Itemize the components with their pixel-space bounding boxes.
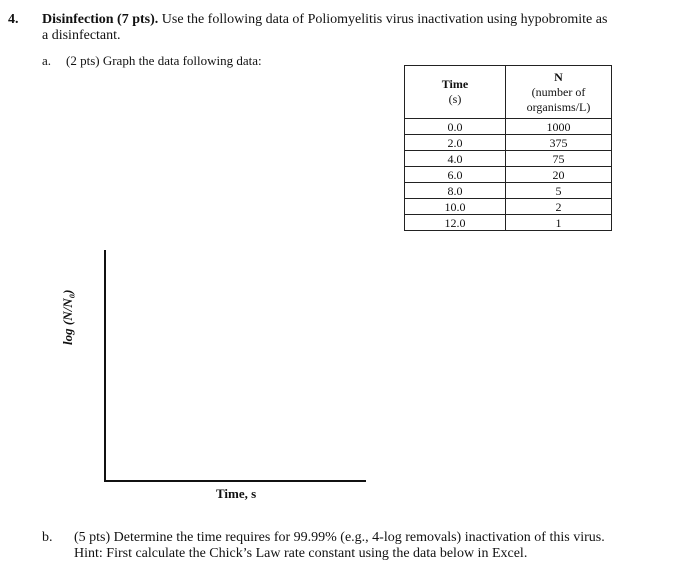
- part-a-text: (2 pts) Graph the data following data:: [66, 53, 262, 68]
- graph-x-axis-label: Time, s: [216, 486, 257, 501]
- time-cell: 10.0: [405, 199, 506, 215]
- part-b-letter: b.: [42, 530, 53, 545]
- n-header-title: N: [554, 69, 563, 84]
- n-cell: 20: [506, 167, 612, 183]
- time-cell: 0.0: [405, 119, 506, 135]
- time-cell: 12.0: [405, 215, 506, 231]
- n-cell: 75: [506, 151, 612, 167]
- n-header-sub2: organisms/L): [526, 99, 591, 114]
- n-cell: 5: [506, 183, 612, 199]
- part-b-line2: Hint: First calculate the Chick’s Law rate constant using the data below in Excel.: [74, 546, 528, 561]
- question-intro-line2: a disinfectant.: [42, 28, 121, 43]
- n-cell: 1: [506, 215, 612, 231]
- question-intro: Use the following data of Poliomyelitis virus inactivation using hypobromite as: [161, 12, 608, 27]
- question-number: 4.: [8, 12, 19, 27]
- time-cell: 4.0: [405, 151, 506, 167]
- n-cell: 2: [506, 199, 612, 215]
- time-cell: 6.0: [405, 167, 506, 183]
- n-cell: 375: [506, 135, 612, 151]
- time-header-title: Time: [441, 77, 469, 91]
- graph-y-axis-label: log (N/N₀): [60, 289, 75, 345]
- question-title: Disinfection (7 pts).: [42, 12, 159, 27]
- n-header-sub1: (number of: [531, 84, 586, 99]
- time-cell: 8.0: [405, 183, 506, 199]
- time-header-unit: (s): [448, 92, 462, 106]
- part-a-letter: a.: [42, 53, 52, 68]
- n-cell: 1000: [506, 119, 612, 135]
- time-cell: 2.0: [405, 135, 506, 151]
- part-b-text: [74, 530, 694, 562]
- part-b-line1: (5 pts) Determine the time requires for 99.99% (e.g., 4-log removals) inactivation of this virus.: [74, 530, 605, 545]
